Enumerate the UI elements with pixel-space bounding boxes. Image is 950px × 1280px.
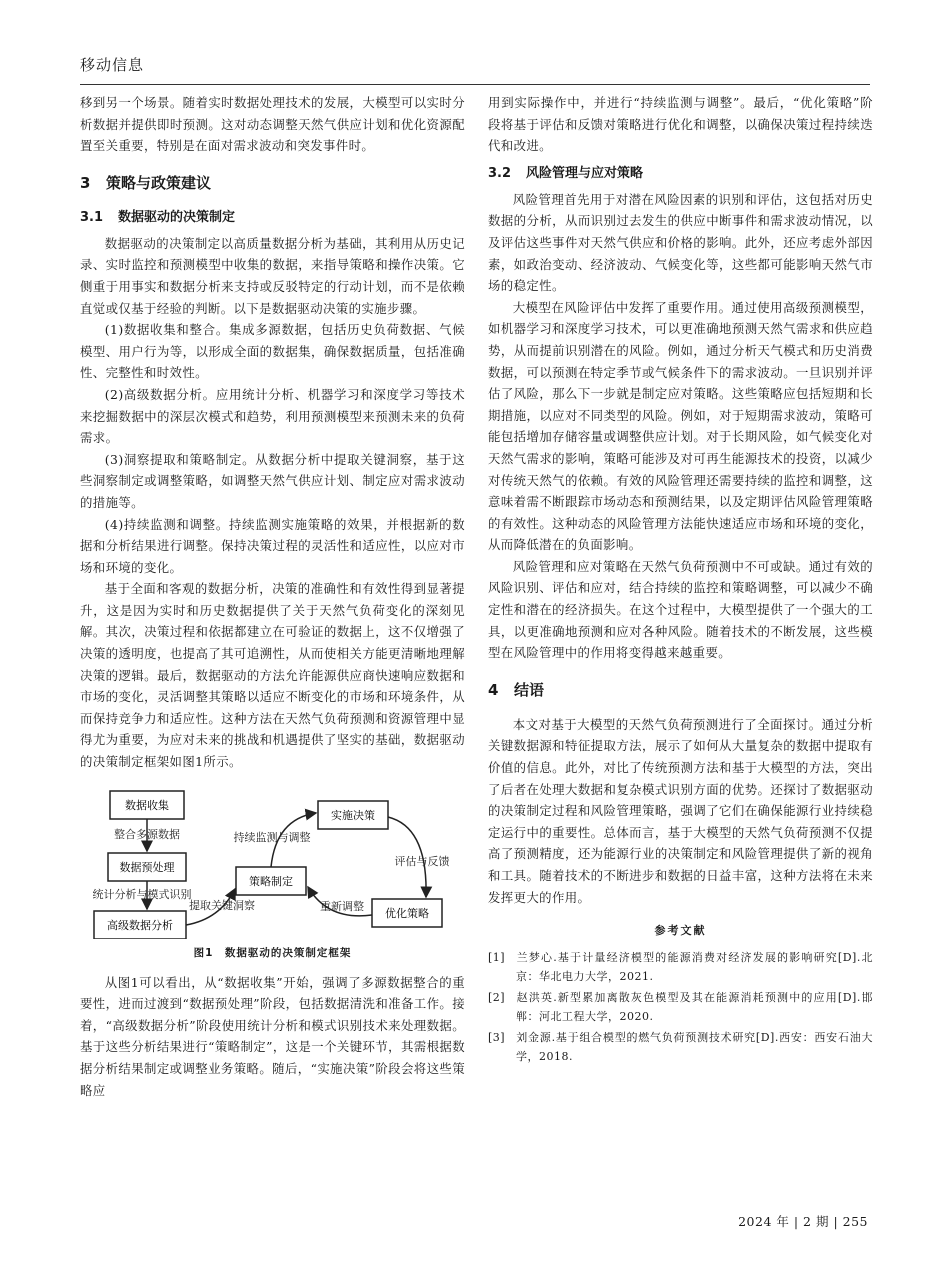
paragraph: 大模型在风险评估中发挥了重要作用。通过使用高级预测模型，如机器学习和深度学习技术，可以更准确地预测天然气需求和供应趋势，从而提前识别潜在的风险。例如，通过分析天气模式和历史消费数据，可以预测在特定季节或气候条件下的需求波动。一旦识别并评估了风险，那么下一步就是制定应对策略。这些策略应包括短期和长期措施，以应对不同类型的风险。例如，对于短期需求波动，策略可能包括增加存储容量或调整供应计划。对于长期风险，如气候变化对天然气需求的影响，策略可能涉及对可再生能源技术的投资，以减少对传统天然气的依赖。有效的风险管理还需要持续的监控和调整，这意味着需不断跟踪市场动态和预测结果，以及定期评估风险管理策略的有效性。这种动态的风险管理方法能快速适应市场和环境的变化，从而降低潜在的负面影响。: [488, 299, 873, 553]
node-optimize: [372, 899, 442, 927]
section-title: 结语: [514, 680, 545, 699]
node-formulate: [236, 867, 306, 895]
section-number: 4: [488, 680, 499, 699]
subsection-number: 3.1: [80, 209, 104, 225]
edge-readjust-label: 重新调整: [320, 899, 364, 913]
paragraph: 基于全面和客观的数据分析，决策的准确性和有效性得到显著提升，这是因为实时和历史数据提供了关于天然气负荷变化的深刻见解。其次，决策过程和依据都建立在可验证的数据上，这不仅增强了决策的透明度，也提高了其可追溯性，从而使相关方能更清晰地理解决策的逻辑。最后，数据驱动的方法允许能源供应商快速响应数据和市场的变化，灵活调整其策略以适应不断变化的市场和环境条件，从而保持竞争力和适应性。这种方法在天然气负荷预测和资源管理中显得尤为重要，为应对未来的挑战和机遇提供了坚实的基础，数据驱动的决策制定框架如图1所示。: [80, 581, 465, 770]
node-implement-label: 实施决策: [331, 808, 375, 822]
edge-stat-ml-label: 统计分析与模式识别: [92, 887, 192, 901]
right-column: [488, 92, 873, 1068]
references-heading: 参考文献: [654, 924, 707, 938]
node-implement: [318, 801, 388, 829]
section-number: 3: [80, 173, 91, 192]
figure-caption: 图1 数据驱动的决策制定框架: [193, 946, 352, 959]
reference-item: [488, 948, 873, 986]
node-collect-label: 数据收集: [125, 798, 169, 812]
node-preprocess-label: 数据预处理: [119, 860, 175, 874]
paragraph: 风险管理首先用于对潜在风险因素的识别和评估，这包括对历史数据的分析，从而识别过去发生的供应中断事件和需求波动情况，以及评估这些事件对天然气供应和价格的影响。此外，还应考虑外部因素，如政治变动、经济波动、气候变化等，这些都可能影响天然气市场的稳定性。: [488, 191, 873, 294]
reference-text: 赵洪英.新型累加离散灰色模型及其在能源消耗预测中的应用[D].邯郸：河北工程大学，2020.: [516, 991, 873, 1024]
edge-monitor-label: 持续监测与调整: [233, 830, 311, 844]
node-analysis-label: 高级数据分析: [107, 918, 173, 932]
step-1-paragraph: (1)数据收集和整合。集成多源数据，包括历史负荷数据、气候模型、用户行为等，以形成全面的数据集，确保数据质量，包括准确性、完整性和时效性。: [80, 322, 465, 381]
paragraph: 本文对基于大模型的天然气负荷预测进行了全面探讨。通过分析关键数据源和特征提取方法，展示了如何从大量复杂的数据中提取有价值的信息。此外，对比了传统预测方法和基于大模型的方法，突出了后者在处理大数据和复杂模式识别方面的优势。还探讨了数据驱动的决策制定过程和风险管理策略，强调了它们在确保能源行业持续稳定运行中的重要性。总体而言，基于大模型的天然气负荷预测不仅提高了预测精度，还为能源行业的决策制定和风险管理提供了新的视角和工具。随着技术的不断进步和数据的日益丰富，这种方法将在未来发挥更大的作用。: [488, 716, 873, 905]
flowchart-svg: [80, 787, 465, 939]
paragraph-continued: 用到实际操作中，并进行“持续监测与调整”。最后，“优化策略”阶段将基于评估和反馈对策略进行优化和调整，以确保决策过程持续迭代和改进。: [488, 95, 873, 154]
section-3-heading: [80, 171, 465, 195]
node-optimize-label: 优化策略: [385, 906, 429, 920]
reference-number: [3]: [488, 1031, 506, 1045]
node-formulate-label: 策略制定: [249, 874, 293, 888]
header-divider: [80, 84, 870, 85]
node-analysis: [94, 911, 186, 939]
step-3-paragraph: (3)洞察提取和策略制定。从数据分析中提取关键洞察，基于这些洞察制定或调整策略，如调整天然气供应计划、制定应对需求波动的措施等。: [80, 451, 465, 510]
section-4-heading: [488, 678, 873, 702]
step-2-paragraph: (2)高级数据分析。应用统计分析、机器学习和深度学习等技术来挖掘数据中的深层次模式和趋势，利用预测模型来预测未来的负荷需求。: [80, 386, 465, 446]
paragraph: 从图1可以看出，从“数据收集”开始，强调了多源数据整合的重要性，进而过渡到“数据预处理”阶段，包括数据清洗和准备工作。接着，“高级数据分析”阶段使用统计分析和模式识别技术来处理数据。基于这些分析结果进行“策略制定”，这是一个关键环节，其需根据数据分析结果制定或调整业务策略。随后，“实施决策”阶段会将这些策略应: [80, 974, 465, 1098]
decision-framework-figure: [80, 787, 465, 939]
edge-integrate-label: 整合多源数据: [114, 827, 180, 841]
reference-number: [1]: [488, 951, 506, 965]
subsection-3-2-heading: [488, 163, 873, 185]
edge-feedback-label: 评估与反馈: [394, 854, 450, 868]
section-title: 策略与政策建议: [106, 173, 212, 192]
reference-number: [2]: [488, 991, 506, 1005]
node-collect: [110, 791, 184, 819]
reference-item: [488, 1028, 873, 1066]
journal-title: 移动信息: [80, 56, 145, 74]
reference-text: 兰梦心.基于计量经济模型的能源消费对经济发展的影响研究[D].北京：华北电力大学，2021.: [516, 951, 873, 984]
subsection-title: 风险管理与应对策略: [526, 165, 644, 181]
subsection-3-1-heading: [80, 207, 465, 229]
step-4-paragraph: (4)持续监测和调整。持续监测实施策略的效果，并根据新的数据和分析结果进行调整。保持决策过程的灵活性和适应性，以应对市场和环境的变化。: [80, 516, 465, 575]
subsection-title: 数据驱动的决策制定: [118, 209, 236, 225]
left-column: [80, 92, 465, 1101]
paragraph-continued: 移到另一个场景。随着实时数据处理技术的发展，大模型可以实时分析数据并提供即时预测。这对动态调整天然气供应计划和优化资源配置至关重要，特别是在面对需求波动和突发事件时。: [80, 95, 465, 154]
subsection-number: 3.2: [488, 165, 512, 181]
reference-item: [488, 988, 873, 1026]
reference-text: 刘金源.基于组合模型的燃气负荷预测技术研究[D].西安：西安石油大学，2018.: [516, 1031, 873, 1064]
paragraph: 风险管理和应对策略在天然气负荷预测中不可或缺。通过有效的风险识别、评估和应对，结合持续的监控和策略调整，可以减少不确定性和潜在的经济损失。在这个过程中，大模型提供了一个强大的工具，以更准确地预测和应对各种风险。随着技术的不断发展，这些模型在风险管理中的作用将变得越来越重要。: [488, 558, 873, 661]
page-footer: 2024 年 | 2 期 | 255: [738, 1214, 868, 1229]
edge-extract-label: 提取关键洞察: [189, 898, 255, 912]
paragraph: 数据驱动的决策制定以高质量数据分析为基础，其利用从历史记录、实时监控和预测模型中收集的数据，来指导策略和操作决策。它侧重于用事实和数据分析来支持或反驳特定的行动计划，而不是依赖直觉或仅基于经验的判断。以下是数据驱动决策的实施步骤。: [80, 235, 465, 316]
node-preprocess: [108, 853, 186, 881]
